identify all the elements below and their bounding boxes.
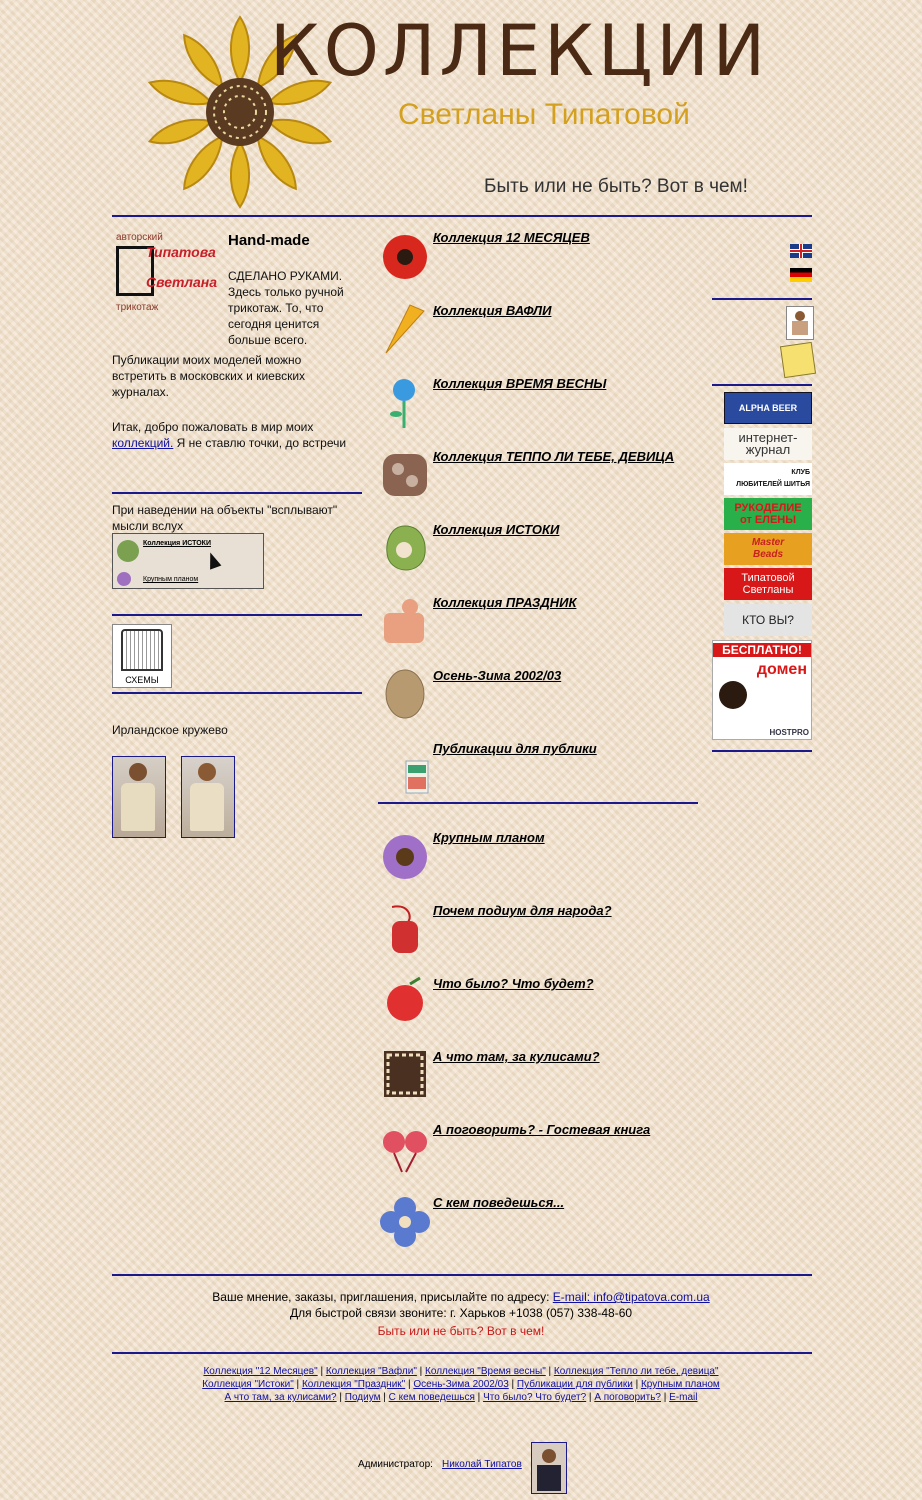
model-figure-icon bbox=[198, 763, 216, 781]
footer-link[interactable]: Крупным планом bbox=[640, 1379, 720, 1390]
red-bag-icon bbox=[380, 903, 430, 957]
ad-subline: домен bbox=[756, 661, 807, 678]
menu-item-12-months[interactable] bbox=[378, 230, 698, 292]
menu-item-holiday[interactable] bbox=[378, 595, 698, 657]
menu-item-origins[interactable] bbox=[378, 522, 698, 584]
red-flower-icon bbox=[380, 976, 430, 1030]
intro-heading: Hand-made bbox=[228, 232, 310, 249]
menu-label: Почем подиум для народа? bbox=[433, 903, 612, 918]
right-divider-1 bbox=[712, 298, 812, 300]
menu-label: Коллекция ТЕППО ЛИ ТЕБЕ, ДЕВИЦА bbox=[433, 449, 675, 464]
collections-link[interactable]: коллекций. bbox=[112, 436, 174, 450]
intro-paragraph-3 bbox=[112, 419, 358, 451]
banner-line1: КТО ВЫ? bbox=[742, 613, 794, 627]
who-are-you-banner[interactable] bbox=[724, 604, 812, 636]
menu-item-publications[interactable] bbox=[378, 741, 698, 803]
tan-knit-icon bbox=[380, 668, 430, 722]
banner-line2: ЛЮБИТЕЛЕЙ ШИТЬЯ bbox=[736, 481, 810, 488]
footer-link[interactable]: С кем поведешься bbox=[388, 1392, 475, 1403]
irish-lace-photo-2[interactable] bbox=[181, 756, 235, 838]
english-flag-icon[interactable] bbox=[790, 244, 812, 258]
menu-label: Коллекция ИСТОКИ bbox=[433, 522, 560, 537]
footer-link[interactable]: А поговорить? bbox=[594, 1392, 661, 1403]
intro-text-before: Итак, добро пожаловать в мир моих bbox=[112, 420, 314, 434]
left-divider-2 bbox=[112, 614, 362, 616]
menu-item-autumn-winter[interactable] bbox=[378, 668, 698, 730]
menu-item-past-future[interactable] bbox=[378, 976, 698, 1038]
tipatova-brand-logo bbox=[112, 232, 220, 316]
left-divider-3 bbox=[112, 692, 362, 694]
menu-item-backstage[interactable] bbox=[378, 1049, 698, 1111]
footer-link[interactable]: Коллекция "12 Месяцев" bbox=[203, 1366, 318, 1377]
contact-text: Ваше мнение, заказы, приглашения, присылайте по адресу: bbox=[212, 1290, 553, 1304]
menu-item-close-up[interactable] bbox=[378, 830, 698, 892]
alpha-beer-banner[interactable] bbox=[724, 392, 812, 424]
footer-nav bbox=[0, 1365, 922, 1404]
header-divider bbox=[112, 215, 812, 217]
banner-line1: Master bbox=[751, 537, 785, 548]
demo-link-1: Коллекция ИСТОКИ bbox=[143, 540, 211, 547]
banner-line1: КЛУБ bbox=[791, 469, 810, 476]
poppy-icon bbox=[380, 230, 430, 284]
site-title: КОЛЛЕКЦИИ bbox=[270, 10, 770, 92]
footer-link[interactable]: А что там, за кулисами? bbox=[224, 1392, 337, 1403]
menu-label: Коллекция ПРАЗДНИК bbox=[433, 595, 577, 610]
intro-text-after: Я не ставлю точки, до встречи bbox=[173, 436, 347, 450]
footer-link[interactable]: Коллекция "Время весны" bbox=[425, 1366, 546, 1377]
menu-label: Коллекция ВАФЛИ bbox=[433, 303, 552, 318]
portrait-thumbnail-icon[interactable] bbox=[786, 306, 814, 340]
menu-label: А поговорить? - Гостевая книга bbox=[433, 1122, 651, 1137]
blue-flower-icon bbox=[380, 376, 430, 430]
hover-hint-text: При наведении на объекты "всплывают" мысли вслух bbox=[112, 503, 338, 533]
footer-nav-row-1: Коллекция "12 Месяцев" | Коллекция "Вафли" | Коллекция "Время весны" | Коллекция "Тепло ли тебе, девица" bbox=[203, 1366, 719, 1377]
menu-item-who-you-hang-with[interactable] bbox=[378, 1195, 698, 1257]
left-divider-1 bbox=[112, 492, 362, 494]
menu-item-waffles[interactable] bbox=[378, 303, 698, 365]
footer-link[interactable]: Коллекция "Праздник" bbox=[301, 1379, 406, 1390]
garment-scheme-icon bbox=[121, 629, 163, 671]
footer-link[interactable]: Коллекция "Тепло ли тебе, девица" bbox=[553, 1366, 719, 1377]
right-divider-3 bbox=[712, 750, 812, 752]
banner-line1: Типатовой bbox=[741, 572, 795, 584]
intro-paragraph-2: Публикации моих моделей можно встретить в московских и киевских журналах. bbox=[112, 353, 306, 399]
cursor-icon bbox=[205, 550, 222, 569]
menu-label: А что там, за кулисами? bbox=[433, 1049, 600, 1064]
notepad-icon[interactable] bbox=[780, 342, 816, 378]
admin-suit-icon bbox=[537, 1465, 561, 1491]
footer-nav-row-3: А что там, за кулисами? | Подиум | С кем поведешься | Что было? Что будет? | А поговорить? | E-mail bbox=[224, 1392, 698, 1403]
footer-divider-2 bbox=[112, 1352, 812, 1354]
footer-link[interactable]: Что было? Что будет? bbox=[483, 1392, 587, 1403]
lace-swatch-icon bbox=[380, 1049, 430, 1103]
schemes-label: СХЕМЫ bbox=[125, 675, 159, 685]
banner-line2: Beads bbox=[752, 549, 783, 560]
menu-label: Крупным планом bbox=[433, 830, 545, 845]
banner-line2: от ЕЛЕНЫ bbox=[740, 514, 796, 526]
ad-headline: БЕСПЛАТНО! bbox=[713, 643, 811, 657]
banner-line2: Светланы bbox=[742, 584, 794, 596]
green-knit-icon bbox=[380, 522, 430, 576]
admin-name-link[interactable]: Николай Типатов bbox=[442, 1459, 522, 1470]
magazine-icon bbox=[380, 741, 430, 795]
banner-line1: ALPHA BEER bbox=[738, 403, 798, 413]
menu-item-podium[interactable] bbox=[378, 903, 698, 965]
master-beads-banner[interactable] bbox=[724, 533, 812, 565]
menu-label: Коллекция ВРЕМЯ ВЕСНЫ bbox=[433, 376, 607, 391]
demo-knit-icon bbox=[117, 540, 139, 562]
footer-link[interactable]: Публикации для публики bbox=[516, 1379, 633, 1390]
lace-top-icon bbox=[121, 783, 155, 831]
model-figure-icon bbox=[129, 763, 147, 781]
menu-label: С кем поведешься... bbox=[433, 1195, 565, 1210]
schemes-link[interactable] bbox=[112, 624, 172, 688]
menu-item-warm-maiden[interactable] bbox=[378, 449, 698, 511]
waffle-cone-icon bbox=[380, 303, 430, 357]
logo-top-text: авторский bbox=[116, 232, 163, 243]
purple-flower-icon bbox=[380, 830, 430, 884]
admin-face-icon bbox=[542, 1449, 556, 1463]
footer-divider-1 bbox=[112, 1274, 812, 1276]
demo-flower-icon bbox=[117, 572, 131, 586]
contact-line-1 bbox=[0, 1290, 922, 1304]
menu-divider bbox=[378, 802, 698, 804]
menu-item-spring-time[interactable] bbox=[378, 376, 698, 438]
internet-journal-banner[interactable] bbox=[724, 428, 812, 460]
site-subtitle: Светланы Типатовой bbox=[398, 98, 690, 131]
cartoon-girl-icon bbox=[719, 681, 747, 709]
rukodelie-banner[interactable] bbox=[724, 498, 812, 530]
banner-line1: РУКОДЕЛИЕ bbox=[734, 502, 802, 514]
free-domain-ad[interactable] bbox=[712, 640, 812, 740]
blue-petal-flower-icon bbox=[380, 1195, 430, 1249]
footer-link[interactable]: Подиум bbox=[344, 1392, 381, 1403]
email-link[interactable]: E-mail: info@tipatova.com.ua bbox=[552, 1290, 710, 1304]
contact-phone: Для быстрой связи звоните: г. Харьков +1038 (057) 338-48-60 bbox=[289, 1306, 633, 1320]
cherries-icon bbox=[380, 1122, 430, 1176]
admin-photo bbox=[531, 1442, 567, 1494]
ad-brand: HOSTPRO bbox=[769, 728, 809, 737]
footer-nav-row-2: Коллекция "Истоки" | Коллекция "Праздник" | Осень-Зима 2002/03 | Публикации для публики | Крупным планом bbox=[202, 1379, 720, 1390]
footer-link[interactable]: Осень-Зима 2002/03 bbox=[413, 1379, 509, 1390]
menu-label: Публикации для публики bbox=[433, 741, 597, 756]
logo-bottom-text: трикотаж bbox=[116, 302, 159, 313]
peach-knit-icon bbox=[380, 595, 430, 649]
irish-lace-label: Ирландское кружево bbox=[112, 723, 228, 737]
logo-name-line2: Светлана bbox=[146, 274, 218, 290]
fur-swatch-icon bbox=[380, 449, 430, 503]
admin-label: Администратор: bbox=[358, 1459, 433, 1470]
footer-link[interactable]: Коллекция "Истоки" bbox=[202, 1379, 294, 1390]
lace-top-icon bbox=[190, 783, 224, 831]
sewing-club-banner[interactable] bbox=[724, 463, 812, 495]
banner-line2: журнал bbox=[745, 442, 791, 457]
banner-line1: интернет- bbox=[738, 430, 798, 445]
logo-name-line1: Типатова bbox=[146, 244, 216, 260]
menu-label: Что было? Что будет? bbox=[433, 976, 594, 991]
irish-lace-photo-1[interactable] bbox=[112, 756, 166, 838]
contact-slogan: Быть или не быть? Вот в чем! bbox=[377, 1324, 545, 1338]
footer-link[interactable]: E-mail bbox=[669, 1392, 698, 1403]
site-slogan: Быть или не быть? Вот в чем! bbox=[484, 176, 748, 197]
german-flag-icon[interactable] bbox=[790, 268, 812, 282]
intro-paragraph-1: СДЕЛАНО РУКАМИ. Здесь только ручной трикотаж. То, что сегодня ценится больше всего. bbox=[228, 269, 344, 347]
menu-item-guestbook[interactable] bbox=[378, 1122, 698, 1184]
right-divider-2 bbox=[712, 384, 812, 386]
hover-demo-image bbox=[112, 533, 264, 589]
menu-label: Осень-Зима 2002/03 bbox=[433, 668, 562, 683]
tipatova-banner[interactable] bbox=[724, 568, 812, 600]
menu-label: Коллекция 12 МЕСЯЦЕВ bbox=[433, 230, 590, 245]
demo-link-2: Крупным планом bbox=[143, 576, 199, 583]
footer-link[interactable]: Коллекция "Вафли" bbox=[325, 1366, 417, 1377]
